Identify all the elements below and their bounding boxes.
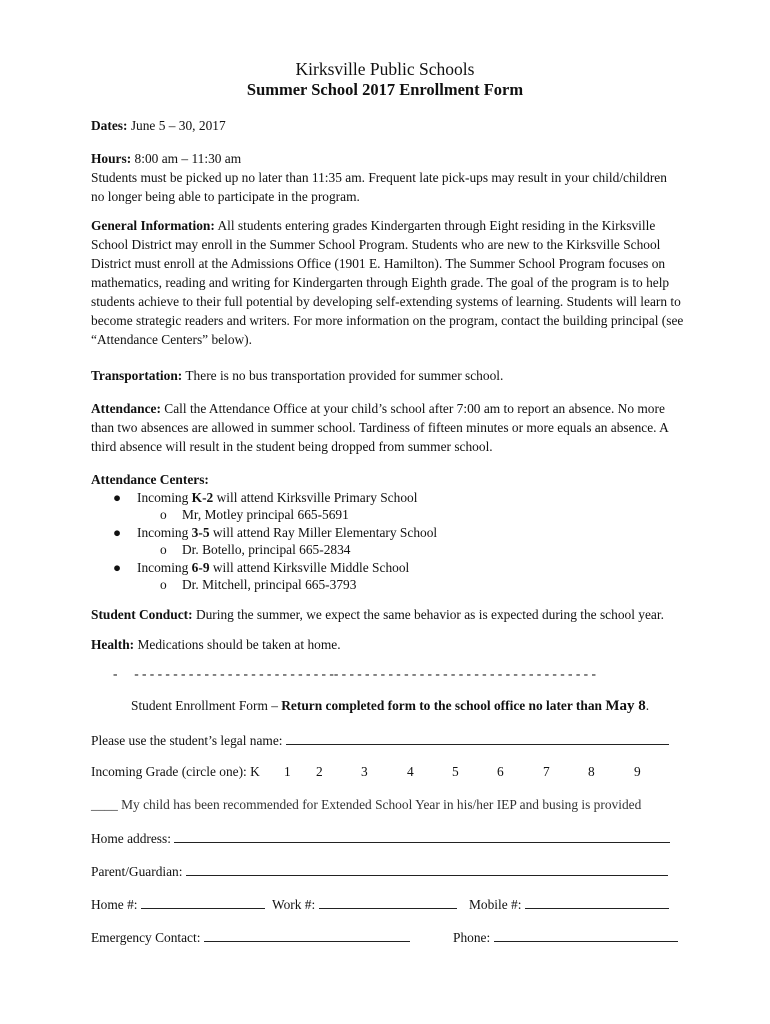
form-title: Summer School 2017 Enrollment Form bbox=[246, 80, 524, 99]
center-text: Incoming bbox=[137, 560, 192, 575]
center-grades: 6-9 bbox=[191, 560, 210, 575]
center-text: will attend Ray Miller Elementary School bbox=[209, 525, 438, 540]
mobile-phone-label: Mobile #: bbox=[469, 897, 522, 912]
bullet-icon: ● bbox=[113, 560, 122, 575]
principal-item-69 bbox=[160, 575, 356, 594]
general-info-line: School District may enroll in the Summer School Program. Students who are new to the Kirksville School bbox=[91, 237, 661, 252]
enrollment-period: . bbox=[645, 698, 650, 713]
center-grades: 3-5 bbox=[191, 525, 210, 540]
transportation-line bbox=[91, 366, 721, 385]
school-name: Kirksville Public Schools bbox=[295, 59, 475, 79]
grade-option-8[interactable]: 8 bbox=[588, 764, 595, 779]
home-address-row bbox=[91, 828, 670, 848]
hours-note-line: no longer being able to participate in the program. bbox=[91, 189, 360, 204]
attendance-line bbox=[91, 399, 721, 418]
emergency-row bbox=[91, 927, 410, 947]
hours-note-line: Students must be picked up no later than 11:35 am. Frequent late pick-ups may result in your child/children bbox=[91, 170, 667, 185]
center-grades: K-2 bbox=[191, 490, 214, 505]
enrollment-return-notice: Return completed form to the school office no later than bbox=[281, 698, 606, 713]
health-line bbox=[91, 635, 721, 654]
general-info-line: become strategic readers and writers. For more information on the program, contact the building principal (see bbox=[91, 313, 684, 328]
emergency-phone-field[interactable] bbox=[494, 927, 678, 942]
hours-value: 8:00 am – 11:30 am bbox=[134, 151, 242, 166]
health-label: Health: bbox=[91, 637, 135, 652]
enrollment-instruction bbox=[131, 696, 649, 716]
conduct-label: Student Conduct: bbox=[91, 607, 193, 622]
parent-label: Parent/Guardian: bbox=[91, 864, 183, 879]
hours-line bbox=[91, 149, 721, 168]
grade-option-2[interactable]: 2 bbox=[316, 764, 323, 779]
attendance-centers-heading: Attendance Centers: bbox=[91, 472, 209, 487]
attendance-centers-label bbox=[91, 470, 721, 489]
work-phone-field[interactable] bbox=[319, 894, 457, 909]
cut-line: - - - - - - - - - - - - - - - - - - - - - - - - - - -- - - - - - - - - - - - - - - - - - - - - - - - - - - - - - - - - - bbox=[113, 666, 596, 681]
general-info-line bbox=[91, 216, 721, 235]
attendance-text: Call the Attendance Office at your child’s school after 7:00 am to report an absence. No more bbox=[164, 401, 665, 416]
principal-item-35 bbox=[160, 540, 350, 559]
esy-text: My child has been recommended for Extended School Year in his/her IEP and busing is provided bbox=[117, 797, 642, 812]
emergency-label: Emergency Contact: bbox=[91, 930, 201, 945]
general-info-text: All students entering grades Kindergarten through Eight residing in the Kirksville bbox=[217, 218, 656, 233]
bullet-icon: ● bbox=[113, 490, 122, 505]
general-info-line: District must enroll at the Admissions Office (1901 E. Hamilton). The Summer School Program focuses on bbox=[91, 256, 666, 271]
enrollment-deadline: May 8 bbox=[605, 698, 646, 714]
home-phone-field[interactable] bbox=[141, 894, 265, 909]
esy-checkbox-blank[interactable]: ____ bbox=[91, 797, 118, 812]
transportation-label: Transportation: bbox=[91, 368, 183, 383]
principal-item-k2 bbox=[160, 505, 349, 524]
principal-text: Dr. Mitchell, principal 665-3793 bbox=[182, 577, 357, 592]
emergency-field[interactable] bbox=[204, 927, 410, 942]
center-text: Incoming bbox=[137, 490, 192, 505]
attendance-section bbox=[91, 399, 721, 456]
emergency-phone-label: Phone: bbox=[453, 930, 491, 945]
emergency-phone-row bbox=[453, 927, 678, 947]
parent-row bbox=[91, 861, 668, 881]
mobile-phone-row bbox=[469, 894, 669, 914]
phones-row bbox=[91, 894, 265, 914]
general-info-line: students achieve to their full potential by developing self-extending systems of learning. Students will learn to bbox=[91, 294, 681, 309]
attendance-line: than two absences are allowed in summer school. Tardiness of fifteen minutes or more equals an absence. A bbox=[91, 420, 669, 435]
principal-text: Dr. Botello, principal 665-2834 bbox=[182, 542, 351, 557]
center-text: Incoming bbox=[137, 525, 192, 540]
grade-label: Incoming Grade (circle one): K bbox=[91, 764, 260, 779]
home-address-label: Home address: bbox=[91, 831, 171, 846]
dates-label: Dates: bbox=[91, 118, 128, 133]
legal-name-field[interactable] bbox=[286, 730, 669, 745]
dates-value: June 5 – 30, 2017 bbox=[130, 118, 226, 133]
conduct-value: During the summer, we expect the same behavior as is expected during the school year. bbox=[195, 607, 664, 622]
dates-line bbox=[91, 116, 721, 135]
grade-option-1[interactable]: 1 bbox=[284, 764, 291, 779]
home-phone-label: Home #: bbox=[91, 897, 138, 912]
legal-name-label: Please use the student’s legal name: bbox=[91, 733, 283, 748]
transportation-value: There is no bus transportation provided for summer school. bbox=[185, 368, 504, 383]
bullet-icon: ● bbox=[113, 525, 122, 540]
parent-field[interactable] bbox=[186, 861, 668, 876]
conduct-line bbox=[91, 605, 721, 624]
grade-option-6[interactable]: 6 bbox=[497, 764, 504, 779]
hours-label: Hours: bbox=[91, 151, 132, 166]
enrollment-intro: Student Enrollment Form – bbox=[131, 698, 282, 713]
sub-bullet-icon: o bbox=[160, 542, 167, 557]
hours-section bbox=[91, 149, 721, 206]
work-phone-row bbox=[272, 894, 457, 914]
home-address-field[interactable] bbox=[174, 828, 670, 843]
sub-bullet-icon: o bbox=[160, 507, 167, 522]
sub-bullet-icon: o bbox=[160, 577, 167, 592]
attendance-label: Attendance: bbox=[91, 401, 161, 416]
grade-option-9[interactable]: 9 bbox=[634, 764, 641, 779]
center-text: will attend Kirksville Middle School bbox=[209, 560, 410, 575]
grade-option-3[interactable]: 3 bbox=[361, 764, 368, 779]
esy-row bbox=[91, 795, 641, 814]
work-phone-label: Work #: bbox=[272, 897, 316, 912]
mobile-phone-field[interactable] bbox=[525, 894, 669, 909]
center-text: will attend Kirksville Primary School bbox=[213, 490, 418, 505]
grade-option-7[interactable]: 7 bbox=[543, 764, 550, 779]
health-value: Medications should be taken at home. bbox=[137, 637, 341, 652]
principal-text: Mr, Motley principal 665-5691 bbox=[182, 507, 349, 522]
general-info-label: General Information: bbox=[91, 218, 215, 233]
legal-name-row bbox=[91, 730, 669, 750]
grade-option-5[interactable]: 5 bbox=[452, 764, 459, 779]
attendance-line: third absence will result in the student being dropped from summer school. bbox=[91, 439, 493, 454]
general-info-section bbox=[91, 216, 721, 349]
general-info-line: mathematics, reading and writing for Kindergarten through Eighth grade. The goal of the program is to help bbox=[91, 275, 670, 290]
general-info-line: “Attendance Centers” below). bbox=[91, 332, 252, 347]
grade-option-4[interactable]: 4 bbox=[407, 764, 414, 779]
